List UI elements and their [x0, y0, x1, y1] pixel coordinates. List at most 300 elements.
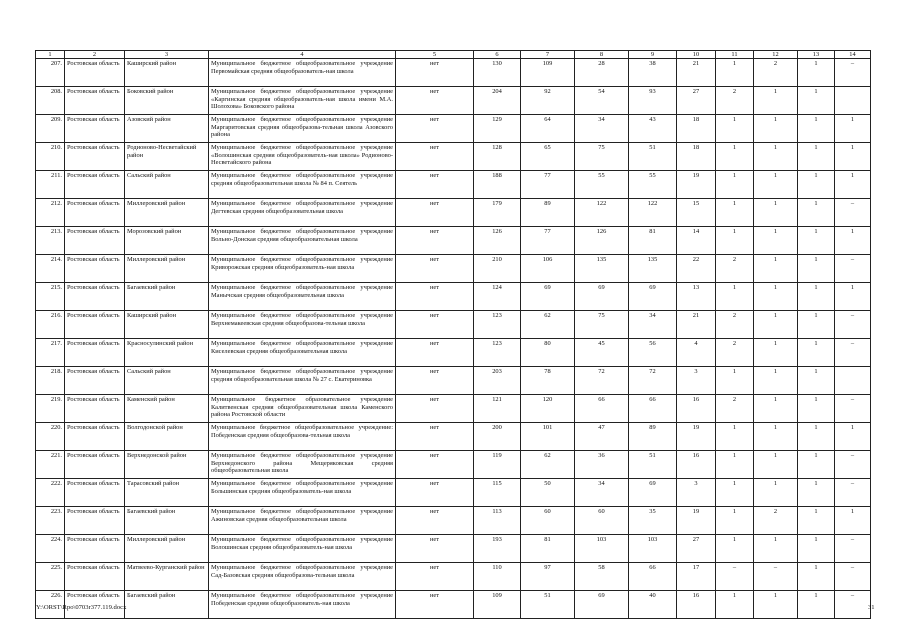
col13-cell: 1 [798, 199, 835, 227]
column-number-header: 14 [835, 51, 871, 59]
col13-cell: 1 [798, 171, 835, 199]
row-number: 223. [36, 507, 65, 535]
col12-cell: 1 [754, 311, 798, 339]
row-number: 219. [36, 395, 65, 423]
col8-cell: 103 [575, 535, 629, 563]
col5-cell: нет [396, 171, 474, 199]
school-name-cell: Муниципальное бюджетное образовательное учреждение Калитвенская средняя общеобразовательная школа Каменского района Ростовской области [209, 395, 396, 423]
col11-cell: 1 [716, 227, 754, 255]
table-row [36, 591, 871, 619]
column-number-header: 7 [521, 51, 575, 59]
col11-cell: 2 [716, 339, 754, 367]
col7-cell: 64 [521, 115, 575, 143]
column-number-header: 13 [798, 51, 835, 59]
col9-cell: 81 [629, 227, 677, 255]
table-row [36, 395, 871, 423]
col8-cell: 75 [575, 143, 629, 171]
col11-cell: 2 [716, 255, 754, 283]
col13-cell: 1 [798, 479, 835, 507]
col8-cell: 34 [575, 115, 629, 143]
col7-cell: 120 [521, 395, 575, 423]
col13-cell: 1 [798, 143, 835, 171]
col10-cell: 3 [677, 479, 716, 507]
col11-cell: 1 [716, 479, 754, 507]
table-row [36, 479, 871, 507]
col12-cell: 2 [754, 59, 798, 87]
row-number: 225. [36, 563, 65, 591]
col14-cell: – [835, 199, 871, 227]
col14-cell: – [835, 591, 871, 619]
col9-cell: 89 [629, 423, 677, 451]
col7-cell: 81 [521, 535, 575, 563]
school-name-cell: Муниципальное бюджетное общеобразовательное учреждение Сад-Базовская средняя общеобразова-тельная школа [209, 563, 396, 591]
region-cell: Ростовская область [65, 451, 125, 479]
col11-cell: 1 [716, 451, 754, 479]
col10-cell: 21 [677, 311, 716, 339]
col8-cell: 34 [575, 479, 629, 507]
col7-cell: 92 [521, 87, 575, 115]
table-row [36, 283, 871, 311]
col14-cell [835, 367, 871, 395]
col11-cell: 1 [716, 535, 754, 563]
col11-cell: 1 [716, 143, 754, 171]
row-number: 211. [36, 171, 65, 199]
table-row [36, 535, 871, 563]
district-cell: Багаевский район [125, 507, 209, 535]
col8-cell: 69 [575, 591, 629, 619]
col9-cell: 55 [629, 171, 677, 199]
school-name-cell: Муниципальное бюджетное общеобразовательное учреждение Ажиновская средняя общеобразовательная школа [209, 507, 396, 535]
col6-cell: 188 [474, 171, 521, 199]
col5-cell: нет [396, 451, 474, 479]
column-number-header: 9 [629, 51, 677, 59]
col14-cell: 1 [835, 171, 871, 199]
col9-cell: 34 [629, 311, 677, 339]
table-row [36, 227, 871, 255]
col10-cell: 14 [677, 227, 716, 255]
col9-cell: 38 [629, 59, 677, 87]
col5-cell: нет [396, 507, 474, 535]
col13-cell: 1 [798, 283, 835, 311]
col7-cell: 69 [521, 283, 575, 311]
col13-cell: 1 [798, 423, 835, 451]
col5-cell: нет [396, 143, 474, 171]
col12-cell: 1 [754, 255, 798, 283]
row-number: 217. [36, 339, 65, 367]
col7-cell: 77 [521, 171, 575, 199]
col6-cell: 123 [474, 311, 521, 339]
col10-cell: 17 [677, 563, 716, 591]
district-cell: Сальский район [125, 367, 209, 395]
region-cell: Ростовская область [65, 563, 125, 591]
col8-cell: 72 [575, 367, 629, 395]
region-cell: Ростовская область [65, 591, 125, 619]
col7-cell: 109 [521, 59, 575, 87]
table-row [36, 143, 871, 171]
col6-cell: 115 [474, 479, 521, 507]
col10-cell: 16 [677, 451, 716, 479]
school-name-cell: Муниципальное бюджетное общеобразовательное учреждение средняя общеобразовательная школа № 84 п. Сеятель [209, 171, 396, 199]
col12-cell: 1 [754, 87, 798, 115]
col8-cell: 69 [575, 283, 629, 311]
col12-cell: 1 [754, 171, 798, 199]
col8-cell: 60 [575, 507, 629, 535]
col14-cell [835, 87, 871, 115]
col7-cell: 62 [521, 311, 575, 339]
col13-cell: 1 [798, 255, 835, 283]
region-cell: Ростовская область [65, 367, 125, 395]
col5-cell: нет [396, 227, 474, 255]
col11-cell: 2 [716, 87, 754, 115]
col5-cell: нет [396, 311, 474, 339]
table-row [36, 115, 871, 143]
col14-cell: – [835, 563, 871, 591]
row-number: 212. [36, 199, 65, 227]
school-name-cell: Муниципальное бюджетное общеобразовательное учреждение Дегтевская средняя общеобразовательная школа [209, 199, 396, 227]
region-cell: Ростовская область [65, 171, 125, 199]
row-number: 222. [36, 479, 65, 507]
col6-cell: 113 [474, 507, 521, 535]
col13-cell: 1 [798, 339, 835, 367]
col8-cell: 66 [575, 395, 629, 423]
col7-cell: 60 [521, 507, 575, 535]
col10-cell: 13 [677, 283, 716, 311]
document-table [35, 50, 871, 619]
col9-cell: 51 [629, 451, 677, 479]
col9-cell: 72 [629, 367, 677, 395]
col7-cell: 50 [521, 479, 575, 507]
column-number-header: 12 [754, 51, 798, 59]
col8-cell: 54 [575, 87, 629, 115]
col9-cell: 122 [629, 199, 677, 227]
region-cell: Ростовская область [65, 199, 125, 227]
col6-cell: 204 [474, 87, 521, 115]
table-row [36, 367, 871, 395]
table-row [36, 423, 871, 451]
col14-cell: – [835, 311, 871, 339]
table-row [36, 199, 871, 227]
column-number-header: 8 [575, 51, 629, 59]
region-cell: Ростовская область [65, 255, 125, 283]
column-number-header: 11 [716, 51, 754, 59]
district-cell: Миллеровский район [125, 199, 209, 227]
school-name-cell: Муниципальное бюджетное общеобразовательное учреждение Киселевская средняя общеобразовательная школа [209, 339, 396, 367]
table-row [36, 171, 871, 199]
col6-cell: 124 [474, 283, 521, 311]
col5-cell: нет [396, 367, 474, 395]
region-cell: Ростовская область [65, 143, 125, 171]
col13-cell: 1 [798, 591, 835, 619]
col7-cell: 97 [521, 563, 575, 591]
col12-cell: 1 [754, 367, 798, 395]
row-number: 226. [36, 591, 65, 619]
table-row [36, 339, 871, 367]
col7-cell: 65 [521, 143, 575, 171]
col5-cell: нет [396, 591, 474, 619]
col6-cell: 193 [474, 535, 521, 563]
col6-cell: 110 [474, 563, 521, 591]
col8-cell: 122 [575, 199, 629, 227]
col11-cell: 1 [716, 423, 754, 451]
col8-cell: 75 [575, 311, 629, 339]
col11-cell: 1 [716, 283, 754, 311]
col8-cell: 45 [575, 339, 629, 367]
col14-cell: – [835, 339, 871, 367]
col7-cell: 51 [521, 591, 575, 619]
col5-cell: нет [396, 115, 474, 143]
school-name-cell: Муниципальное бюджетное общеобразовательное учреждение Победенская средняя общеобразователь-ная школа [209, 591, 396, 619]
col9-cell: 40 [629, 591, 677, 619]
col7-cell: 78 [521, 367, 575, 395]
col5-cell: нет [396, 535, 474, 563]
region-cell: Ростовская область [65, 535, 125, 563]
col12-cell: 1 [754, 227, 798, 255]
region-cell: Ростовская область [65, 283, 125, 311]
col11-cell: 1 [716, 507, 754, 535]
col10-cell: 15 [677, 199, 716, 227]
col8-cell: 58 [575, 563, 629, 591]
table-row [36, 451, 871, 479]
col13-cell: 1 [798, 367, 835, 395]
row-number: 220. [36, 423, 65, 451]
col7-cell: 77 [521, 227, 575, 255]
col13-cell: 1 [798, 311, 835, 339]
district-cell: Азовский район [125, 115, 209, 143]
col10-cell: 27 [677, 535, 716, 563]
district-cell: Родионово-Несветайский район [125, 143, 209, 171]
col9-cell: 43 [629, 115, 677, 143]
col7-cell: 89 [521, 199, 575, 227]
col12-cell: 1 [754, 535, 798, 563]
school-name-cell: Муниципальное бюджетное общеобразовательное учреждение Маргаритовская средняя общеобразова-тельная школа Азовского района [209, 115, 396, 143]
col8-cell: 135 [575, 255, 629, 283]
col13-cell: 1 [798, 59, 835, 87]
district-cell: Багаевский район [125, 591, 209, 619]
col8-cell: 55 [575, 171, 629, 199]
school-name-cell: Муниципальное бюджетное общеобразовательное учреждение средняя общеобразовательная школа № 27 с. Екатериновка [209, 367, 396, 395]
col14-cell: 1 [835, 507, 871, 535]
school-name-cell: Муниципальное бюджетное общеобразовательное учреждение «Каргинская средняя общеобразователь-ная школа имени М.А. Шолохова» Боковского района [209, 87, 396, 115]
region-cell: Ростовская область [65, 423, 125, 451]
col9-cell: 69 [629, 283, 677, 311]
col14-cell: – [835, 479, 871, 507]
col11-cell: 1 [716, 115, 754, 143]
district-cell: Морозовский район [125, 227, 209, 255]
col9-cell: 66 [629, 395, 677, 423]
row-number: 207. [36, 59, 65, 87]
col14-cell: 1 [835, 143, 871, 171]
col5-cell: нет [396, 59, 474, 87]
district-cell: Волгодонской район [125, 423, 209, 451]
col8-cell: 28 [575, 59, 629, 87]
col11-cell: 2 [716, 311, 754, 339]
region-cell: Ростовская область [65, 59, 125, 87]
col14-cell: 1 [835, 115, 871, 143]
col5-cell: нет [396, 423, 474, 451]
col6-cell: 200 [474, 423, 521, 451]
col14-cell: 1 [835, 283, 871, 311]
row-number: 224. [36, 535, 65, 563]
col6-cell: 179 [474, 199, 521, 227]
col13-cell: 1 [798, 563, 835, 591]
region-cell: Ростовская область [65, 115, 125, 143]
region-cell: Ростовская область [65, 395, 125, 423]
row-number: 210. [36, 143, 65, 171]
col6-cell: 119 [474, 451, 521, 479]
col8-cell: 126 [575, 227, 629, 255]
col10-cell: 19 [677, 507, 716, 535]
col13-cell: 1 [798, 535, 835, 563]
col6-cell: 203 [474, 367, 521, 395]
table-body [36, 59, 871, 619]
table-row [36, 255, 871, 283]
district-cell: Миллеровский район [125, 255, 209, 283]
district-cell: Сальский район [125, 171, 209, 199]
col8-cell: 36 [575, 451, 629, 479]
col7-cell: 80 [521, 339, 575, 367]
col10-cell: 18 [677, 143, 716, 171]
col6-cell: 109 [474, 591, 521, 619]
row-number: 218. [36, 367, 65, 395]
column-number-header: 6 [474, 51, 521, 59]
col13-cell: 1 [798, 115, 835, 143]
col14-cell: – [835, 451, 871, 479]
district-cell: Миллеровский район [125, 535, 209, 563]
district-cell: Каширский район [125, 59, 209, 87]
col11-cell: 2 [716, 395, 754, 423]
column-number-header: 10 [677, 51, 716, 59]
col9-cell: 103 [629, 535, 677, 563]
district-cell: Верхнедонской район [125, 451, 209, 479]
col12-cell: 1 [754, 423, 798, 451]
col9-cell: 93 [629, 87, 677, 115]
district-cell: Боковский район [125, 87, 209, 115]
table-row [36, 59, 871, 87]
col10-cell: 19 [677, 423, 716, 451]
col10-cell: 19 [677, 171, 716, 199]
table-row [36, 563, 871, 591]
region-cell: Ростовская область [65, 227, 125, 255]
column-number-header: 4 [209, 51, 396, 59]
col9-cell: 69 [629, 479, 677, 507]
school-name-cell: Муниципальное бюджетное общеобразовательное учреждение Первомайская средняя общеобразователь-ная школа [209, 59, 396, 87]
col9-cell: 56 [629, 339, 677, 367]
col5-cell: нет [396, 87, 474, 115]
region-cell: Ростовская область [65, 507, 125, 535]
column-number-header: 1 [36, 51, 65, 59]
district-cell: Каширский район [125, 311, 209, 339]
school-name-cell: Муниципальное бюджетное общеобразовательное учреждение Волошинская средняя общеобразователь-ная школа [209, 535, 396, 563]
col11-cell: 1 [716, 591, 754, 619]
col9-cell: 35 [629, 507, 677, 535]
col10-cell: 16 [677, 591, 716, 619]
col5-cell: нет [396, 255, 474, 283]
table-row [36, 311, 871, 339]
table-row [36, 507, 871, 535]
footer-file-path: Y:\ORST\Rpo\0703r377.119.docx [36, 604, 127, 611]
col5-cell: нет [396, 339, 474, 367]
col11-cell: 1 [716, 367, 754, 395]
column-number-header: 5 [396, 51, 474, 59]
col6-cell: 130 [474, 59, 521, 87]
school-name-cell: Муниципальное бюджетное общеобразовательное учреждение Большинская средняя общеобразователь-ная школа [209, 479, 396, 507]
col6-cell: 128 [474, 143, 521, 171]
col12-cell: 1 [754, 395, 798, 423]
col9-cell: 51 [629, 143, 677, 171]
district-cell: Багаевский район [125, 283, 209, 311]
col14-cell: – [835, 535, 871, 563]
school-name-cell: Муниципальное бюджетное общеобразовательное учреждение Верхнемакеевская средняя общеобразова-тельная школа [209, 311, 396, 339]
col12-cell: – [754, 563, 798, 591]
col12-cell: 1 [754, 199, 798, 227]
col10-cell: 21 [677, 59, 716, 87]
col10-cell: 4 [677, 339, 716, 367]
col13-cell: 1 [798, 227, 835, 255]
col12-cell: 1 [754, 283, 798, 311]
col14-cell: – [835, 59, 871, 87]
col12-cell: 1 [754, 115, 798, 143]
footer-page-number: 31 [868, 604, 875, 611]
column-number-header: 3 [125, 51, 209, 59]
school-name-cell: Муниципальное бюджетное общеобразовательное учреждение: Победенская средняя общеобразова-тельная школа [209, 423, 396, 451]
region-cell: Ростовская область [65, 311, 125, 339]
col12-cell: 1 [754, 479, 798, 507]
row-number: 213. [36, 227, 65, 255]
col13-cell: 1 [798, 451, 835, 479]
col13-cell: 1 [798, 507, 835, 535]
school-name-cell: Муниципальное бюджетное общеобразовательное учреждение Криворожская средняя общеобразователь-ная школа [209, 255, 396, 283]
region-cell: Ростовская область [65, 339, 125, 367]
col6-cell: 129 [474, 115, 521, 143]
col12-cell: 2 [754, 507, 798, 535]
col11-cell: 1 [716, 199, 754, 227]
col5-cell: нет [396, 395, 474, 423]
col5-cell: нет [396, 283, 474, 311]
table-row [36, 87, 871, 115]
col14-cell: – [835, 255, 871, 283]
col7-cell: 101 [521, 423, 575, 451]
row-number: 215. [36, 283, 65, 311]
school-name-cell: Муниципальное бюджетное общеобразовательное учреждение Манычская средняя общеобразовательная школа [209, 283, 396, 311]
col14-cell: – [835, 395, 871, 423]
col13-cell: 1 [798, 87, 835, 115]
col11-cell: 1 [716, 59, 754, 87]
col10-cell: 22 [677, 255, 716, 283]
col8-cell: 47 [575, 423, 629, 451]
district-cell: Тарасовский район [125, 479, 209, 507]
school-name-cell: Муниципальное бюджетное общеобразовательное учреждение Вольно-Донская средняя общеобразовательная школа [209, 227, 396, 255]
row-number: 216. [36, 311, 65, 339]
col12-cell: 1 [754, 339, 798, 367]
col7-cell: 106 [521, 255, 575, 283]
district-cell: Матвеево-Курганский район [125, 563, 209, 591]
col11-cell: – [716, 563, 754, 591]
col14-cell: 1 [835, 423, 871, 451]
col12-cell: 1 [754, 591, 798, 619]
region-cell: Ростовская область [65, 479, 125, 507]
school-name-cell: Муниципальное бюджетное общеобразовательное учреждение «Волошинская средняя общеобразователь-ная школа» Родионово-Несветайского района [209, 143, 396, 171]
col12-cell: 1 [754, 451, 798, 479]
district-cell: Каменский район [125, 395, 209, 423]
col5-cell: нет [396, 199, 474, 227]
col6-cell: 126 [474, 227, 521, 255]
row-number: 208. [36, 87, 65, 115]
col10-cell: 18 [677, 115, 716, 143]
col9-cell: 66 [629, 563, 677, 591]
row-number: 214. [36, 255, 65, 283]
col9-cell: 135 [629, 255, 677, 283]
col14-cell: 1 [835, 227, 871, 255]
